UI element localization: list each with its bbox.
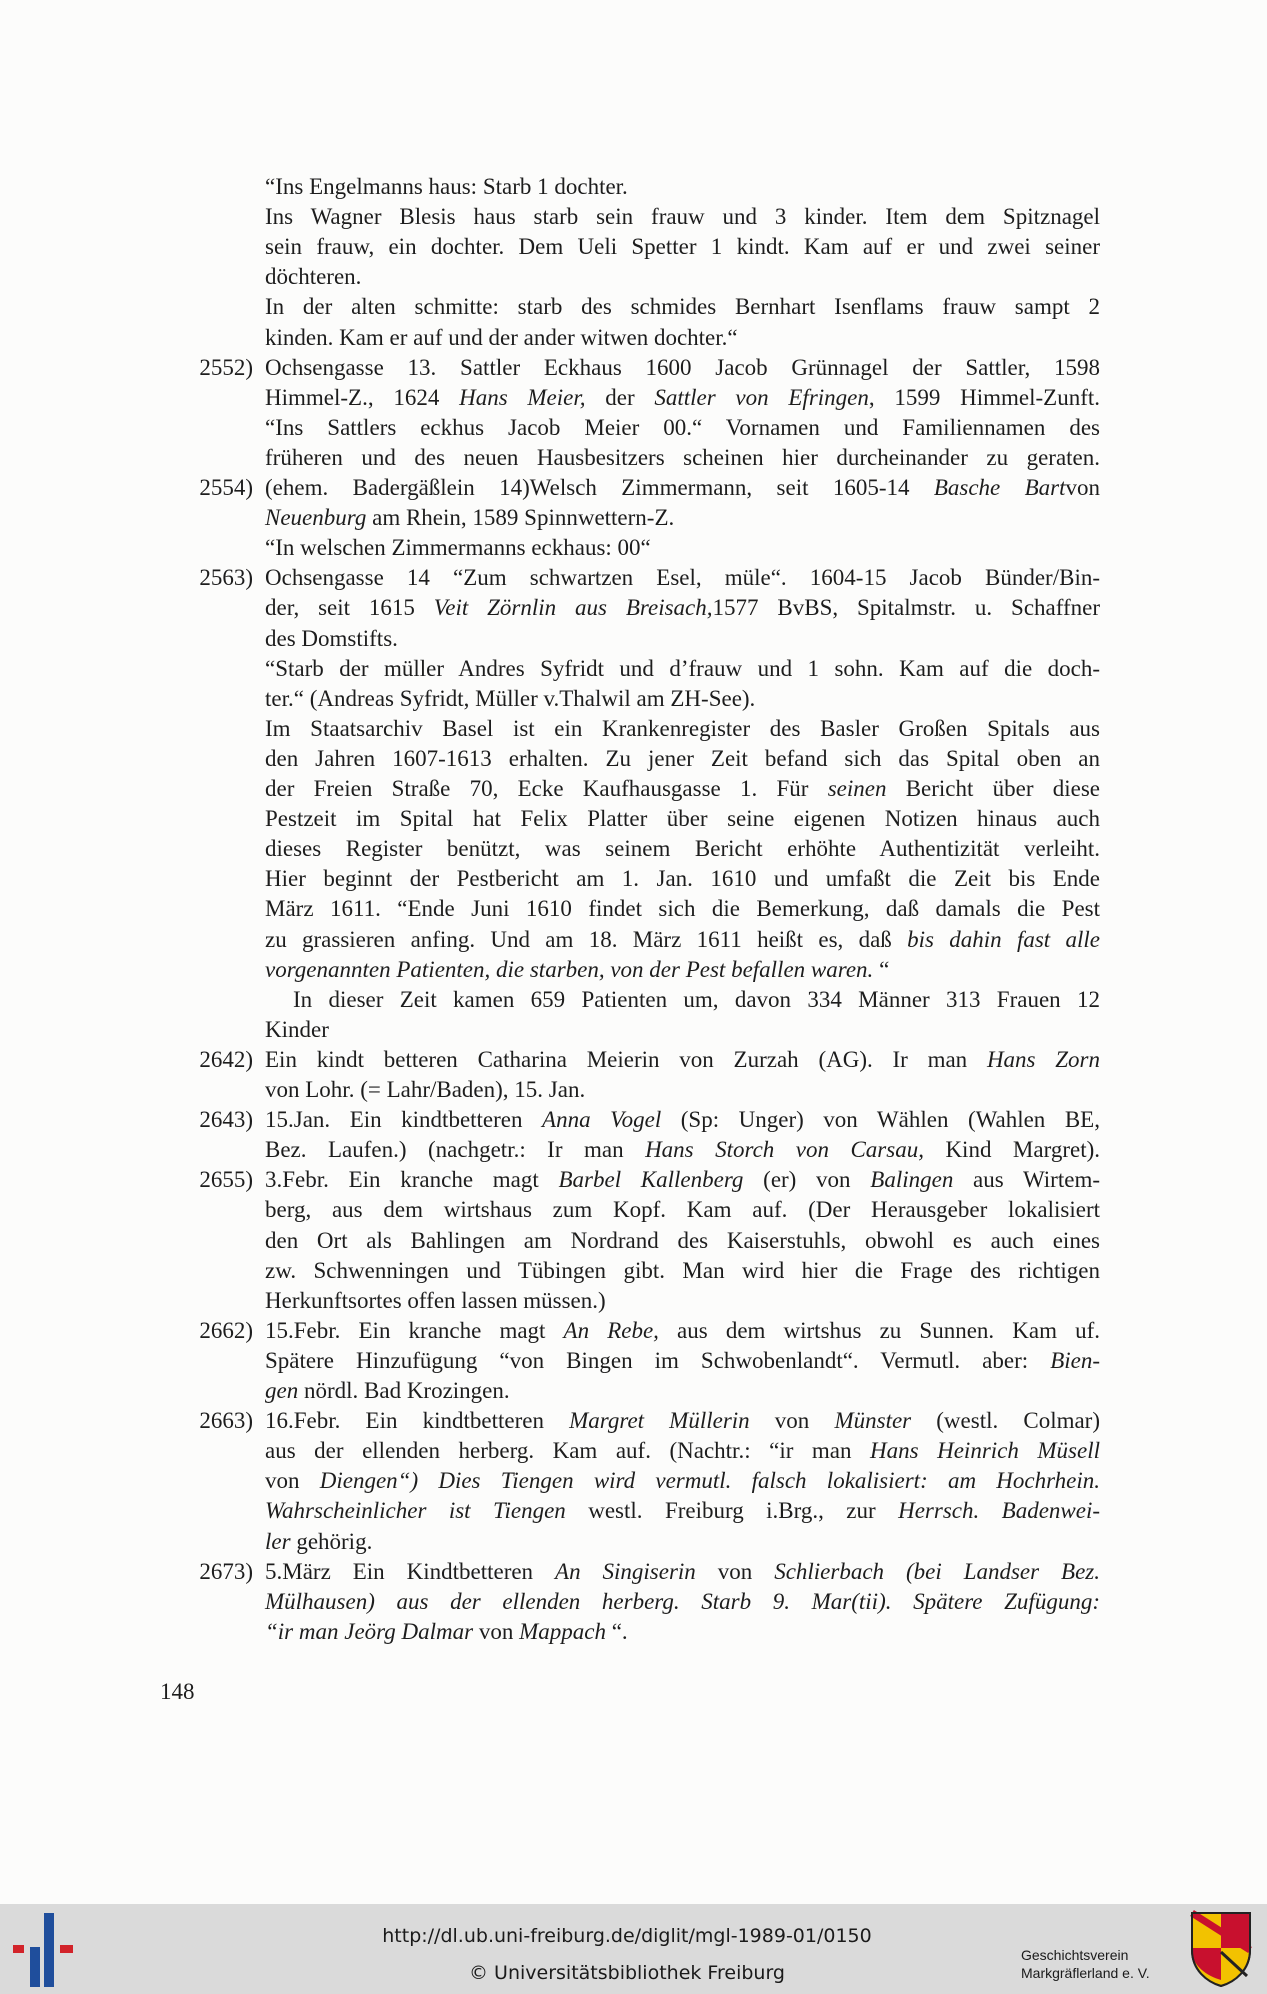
line-text: [265, 1466, 1100, 1496]
italic-text: Schlierbach (bei Landser Bez.: [774, 1558, 1100, 1584]
text-run: döchteren.: [265, 264, 362, 290]
footer-attribution: [300, 1918, 954, 1992]
text-run: aus dem wirtshus zu Sunnen. Kam uf.: [658, 1317, 1100, 1343]
text-line: [0, 624, 1267, 654]
italic-text: ler: [265, 1528, 291, 1554]
italic-text: “ir man Jeörg Dalmar: [265, 1618, 474, 1644]
entry-number: 2673): [199, 1558, 253, 1584]
text-line: [0, 413, 1267, 443]
text-line: [0, 1527, 1267, 1557]
line-text: [265, 1105, 1100, 1135]
text-run: , 1599 Himmel-Zunft.: [868, 384, 1100, 410]
text-line: [0, 1256, 1267, 1286]
line-text: [265, 473, 1100, 503]
text-line: [0, 1165, 1267, 1195]
italic-text: vorgenannten Patienten, die starben, von der Pest befallen waren.: [265, 956, 874, 982]
line-text: [265, 383, 1100, 413]
text-line: [0, 1015, 1267, 1045]
entry-number: 2552): [199, 354, 253, 380]
text-line: [0, 985, 1267, 1015]
text-line: [0, 1406, 1267, 1436]
text-line: [0, 925, 1267, 955]
entry-number: 2642): [199, 1046, 253, 1072]
text-run: aus der ellenden herberg. Kam auf. (Nachtr.: “ir man: [265, 1438, 871, 1464]
text-run: Kinder: [265, 1016, 329, 1042]
text-run: des Domstifts.: [265, 625, 398, 651]
text-line: [0, 1436, 1267, 1466]
text-run: von: [695, 1558, 775, 1584]
digital-library-logo-icon[interactable]: [13, 1913, 77, 1987]
line-text: [265, 1436, 1100, 1466]
line-text: [265, 654, 1100, 684]
text-run: Bericht über diese: [886, 776, 1100, 801]
text-run: Herkunftsortes offen lassen müssen.): [265, 1287, 606, 1313]
italic-text: An Rebe,: [563, 1317, 659, 1343]
coat-of-arms-icon[interactable]: [1189, 1910, 1253, 1988]
text-run: von: [473, 1618, 520, 1644]
line-text: [265, 1045, 1100, 1075]
italic-text: Hans Zorn: [986, 1046, 1101, 1072]
line-text: [265, 1346, 1100, 1376]
line-text: [265, 1165, 1100, 1195]
text-line: [0, 593, 1267, 623]
italic-text: Herrsch. Badenwei-: [898, 1498, 1100, 1524]
italic-text: bis dahin fast alle: [907, 926, 1100, 952]
line-text: [265, 443, 1100, 473]
line-text: [265, 262, 1100, 292]
line-text: [265, 894, 1100, 924]
text-run: (Sp: Unger) von Wählen (Wahlen BE,: [661, 1107, 1100, 1133]
text-run: Ochsengasse 13. Sattler Eckhaus 1600 Jacob Grünnagel der Sattler, 1598: [265, 354, 1100, 380]
line-text: [265, 1075, 1100, 1105]
society-name-line2: Markgräflerland e. V.: [1021, 1965, 1150, 1981]
text-run: von Lohr. (= Lahr/Baden), 15. Jan.: [265, 1077, 586, 1102]
text-run: ter.“ (Andreas Syfridt, Müller v.Thalwil am ZH-See).: [265, 685, 756, 711]
line-text: [265, 413, 1100, 443]
entry-number: 2643): [199, 1107, 253, 1133]
text-run: Spätere Hinzufügung “von Bingen im Schwobenlandt“. Vermutl. aber:: [265, 1347, 1051, 1373]
text-line: [0, 172, 1267, 202]
text-run: 15.Febr. Ein kranche magt: [265, 1317, 564, 1343]
entry-number: 2554): [199, 475, 253, 500]
line-text: [265, 925, 1100, 955]
text-run: In dieser Zeit kamen 659 Patienten um, davon 334 Männer 313 Frauen 12: [293, 986, 1100, 1012]
line-text: [265, 1195, 1100, 1225]
text-run: “: [873, 956, 890, 982]
italic-text: Diengen“) Dies Tiengen wird vermutl. falsch lokalisiert: am Hochrhein.: [319, 1468, 1101, 1494]
text-run: berg, aus dem wirtshaus zum Kopf. Kam auf. (Der Herausgeber lokalisiert: [265, 1197, 1100, 1223]
text-line: [0, 533, 1267, 563]
text-line: [0, 1376, 1267, 1406]
line-text: [265, 985, 1100, 1015]
line-text: [265, 955, 1100, 985]
italic-text: seinen: [827, 776, 887, 801]
text-line: [0, 1135, 1267, 1165]
italic-text: Balingen: [870, 1167, 954, 1193]
text-run: “.: [605, 1618, 628, 1644]
line-text: [265, 804, 1100, 834]
text-run: den Ort als Bahlingen am Nordrand des Kaiserstuhls, obwohl es auch eines: [265, 1227, 1100, 1253]
text-line: [0, 1226, 1267, 1256]
line-text: [265, 563, 1100, 593]
text-run: 16.Febr. Ein kindtbetteren: [265, 1408, 570, 1434]
text-run: Hier beginnt der Pestbericht am 1. Jan. 1610 und umfaßt die Zeit bis Ende: [265, 866, 1100, 892]
text-line: [0, 473, 1267, 503]
text-run: gehörig.: [290, 1528, 373, 1554]
line-text: [265, 1527, 1100, 1557]
text-line: [0, 1195, 1267, 1225]
text-run: westl. Freiburg i.Brg., zur: [565, 1498, 899, 1524]
text-run: der, seit 1615: [265, 595, 434, 621]
line-text: [265, 593, 1100, 623]
italic-text: Anna Vogel: [542, 1107, 662, 1133]
text-line: [0, 804, 1267, 834]
italic-text: Sattler von Efringen: [654, 384, 869, 410]
text-line: [0, 744, 1267, 774]
text-run: der: [585, 384, 655, 410]
line-text: [265, 864, 1100, 894]
entry-number: 2662): [199, 1317, 253, 1343]
text-line: [0, 684, 1267, 714]
italic-text: Mappach: [519, 1618, 606, 1644]
text-run: “In welschen Zimmermanns eckhaus: 00“: [265, 535, 651, 561]
italic-text: Margret Müllerin: [569, 1408, 750, 1434]
text-line: [0, 1496, 1267, 1526]
text-run: In der alten schmitte: starb des schmides Bernhart Isenflams frauw sampt 2: [265, 294, 1100, 320]
text-run: Himmel-Z., 1624: [265, 384, 460, 410]
text-run: am Rhein, 1589 Spinnwettern-Z.: [366, 505, 675, 531]
line-text: [265, 1406, 1100, 1436]
line-text: [265, 834, 1100, 864]
line-text: [265, 1135, 1100, 1165]
text-run: 15.Jan. Ein kindtbetteren: [265, 1107, 543, 1133]
text-run: Ins Wagner Blesis haus starb sein frauw und 3 kinder. Item dem Spitznagel: [265, 204, 1100, 230]
text-run: den Jahren 1607-1613 erhalten. Zu jener Zeit befand sich das Spital oben an: [265, 745, 1100, 771]
footer-bar: [0, 1904, 1267, 1994]
text-line: [0, 654, 1267, 684]
italic-text: Barbel Kallenberg: [558, 1167, 744, 1193]
text-line: [0, 774, 1267, 804]
entry-number: 2663): [199, 1408, 253, 1434]
text-run: der Freien Straße 70, Ecke Kaufhausgasse 1. Für: [265, 776, 828, 801]
text-run: dieses Register benützt, was seinem Bericht erhöhte Authentizität verleiht.: [265, 836, 1100, 862]
text-line: [0, 894, 1267, 924]
line-text: [265, 1557, 1100, 1587]
italic-text: Münster: [834, 1408, 912, 1434]
text-run: März 1611. “Ende Juni 1610 findet sich die Bemerkung, daß damals die Pest: [265, 896, 1100, 922]
italic-text: Hans Heinrich Müsell: [870, 1438, 1100, 1464]
italic-text: Bien-: [1050, 1347, 1100, 1373]
text-line: [0, 1587, 1267, 1617]
line-text: [265, 1617, 1100, 1647]
text-line: [0, 353, 1267, 383]
line-text: [265, 503, 1100, 533]
text-run: von: [749, 1408, 835, 1434]
text-line: [0, 443, 1267, 473]
text-run: (ehem. Badergäßlein 14)Welsch Zimmermann, seit 1605-14: [265, 475, 934, 500]
text-line: [0, 202, 1267, 232]
text-run: Im Staatsarchiv Basel ist ein Krankenregister des Basler Großen Spitals aus: [265, 715, 1100, 741]
text-run: von: [1065, 475, 1101, 500]
text-line: [0, 1617, 1267, 1647]
source-url-link[interactable]: http://dl.ub.uni-freiburg.de/diglit/mgl-1989-01/0150: [382, 1925, 872, 1947]
italic-text: Neuenburg: [265, 505, 367, 531]
italic-text: Hans Storch von Carsau,: [645, 1137, 924, 1163]
line-text: [265, 172, 1100, 202]
text-line: [0, 1286, 1267, 1316]
line-text: [265, 202, 1100, 232]
text-line: [0, 383, 1267, 413]
text-line: [0, 1045, 1267, 1075]
text-run: 3.Febr. Ein kranche magt: [265, 1167, 559, 1193]
line-text: [265, 1015, 1100, 1045]
text-run: von: [265, 1468, 320, 1494]
copyright-text: © Universitätsbibliothek Freiburg: [469, 1962, 785, 1984]
text-run: nördl. Bad Krozingen.: [298, 1378, 510, 1403]
page-number: 148: [160, 1679, 195, 1704]
text-run: “Ins Engelmanns haus: Starb 1 dochter.: [265, 174, 628, 199]
text-run: kinden. Kam er auf und der ander witwen dochter.“: [265, 324, 738, 350]
italic-text: Hans Meier,: [459, 384, 586, 410]
line-text: [265, 1316, 1100, 1346]
line-text: [265, 684, 1100, 714]
text-run: Bez. Laufen.) (nachgetr.: Ir man: [265, 1137, 646, 1163]
society-name[interactable]: [1021, 1946, 1186, 1982]
line-text: [265, 353, 1100, 383]
italic-text: gen: [265, 1378, 299, 1403]
italic-text: Wahrscheinlicher ist Tiengen: [265, 1498, 566, 1524]
text-run: Ein kindt betteren Catharina Meierin von Zurzah (AG). Ir man: [265, 1046, 987, 1072]
italic-text: An Singiserin: [555, 1558, 696, 1584]
text-line: [0, 563, 1267, 593]
text-line: [0, 262, 1267, 292]
text-run: sein frauw, ein dochter. Dem Ueli Spetter 1 kindt. Kam auf er und zwei seiner: [265, 234, 1100, 260]
line-text: [265, 714, 1100, 744]
line-text: [265, 533, 1100, 563]
text-line: [0, 1316, 1267, 1346]
text-run: “Ins Sattlers eckhus Jacob Meier 00.“ Vornamen und Familiennamen des: [265, 414, 1100, 440]
line-text: [265, 774, 1100, 804]
text-line: [0, 1346, 1267, 1376]
text-line: [0, 1557, 1267, 1587]
line-text: [265, 1496, 1100, 1526]
text-run: zw. Schwenningen und Tübingen gibt. Man wird hier die Frage des richtigen: [265, 1257, 1100, 1283]
line-text: [265, 1226, 1100, 1256]
line-text: [265, 1286, 1100, 1316]
text-run: (westl. Colmar): [911, 1408, 1101, 1434]
text-run: zu grassieren anfing. Und am 18. März 1611 heißt es, daß: [265, 926, 908, 952]
text-line: [0, 323, 1267, 353]
line-text: [265, 323, 1100, 353]
entry-number: 2563): [199, 565, 253, 591]
line-text: [265, 624, 1100, 654]
text-run: aus Wirtem-: [953, 1167, 1100, 1193]
text-run: Ochsengasse 14 “Zum schwartzen Esel, müle“. 1604-15 Jacob Bünder/Bin-: [265, 565, 1100, 591]
text-line: [0, 864, 1267, 894]
text-line: [0, 1466, 1267, 1496]
line-text: [265, 1256, 1100, 1286]
text-run: (er) von: [743, 1167, 871, 1193]
italic-text: Mülhausen) aus der ellenden herberg. Starb 9. Mar(tii). Spätere Zufügung:: [265, 1588, 1100, 1614]
text-run: 1577 BvBS, Spitalmstr. u. Schaffner: [712, 595, 1101, 621]
italic-text: Veit Zörnlin aus Breisach,: [433, 595, 713, 621]
text-line: [0, 503, 1267, 533]
society-name-line1: Geschichtsverein: [1021, 1947, 1129, 1963]
text-line: [0, 834, 1267, 864]
line-text: [265, 292, 1100, 322]
line-text: [265, 1376, 1100, 1406]
text-run: Kind Margret).: [923, 1137, 1100, 1163]
text-line: [0, 292, 1267, 322]
text-run: “Starb der müller Andres Syfridt und d’frauw und 1 sohn. Kam auf die doch-: [265, 655, 1100, 681]
text-run: 5.März Ein Kindtbetteren: [265, 1558, 556, 1584]
italic-text: Basche Bart: [933, 475, 1066, 500]
text-line: [0, 232, 1267, 262]
text-run: Pestzeit im Spital hat Felix Platter über seine eigenen Notizen hinaus auch: [265, 806, 1100, 832]
line-text: [265, 744, 1100, 774]
text-line: [0, 714, 1267, 744]
entry-number: 2655): [199, 1167, 253, 1193]
text-line: [0, 1105, 1267, 1135]
line-text: [265, 1587, 1100, 1617]
text-line: [0, 1075, 1267, 1105]
text-line: [0, 955, 1267, 985]
line-text: [265, 232, 1100, 262]
text-run: früheren und des neuen Hausbesitzers scheinen hier durcheinander zu geraten.: [265, 444, 1100, 470]
